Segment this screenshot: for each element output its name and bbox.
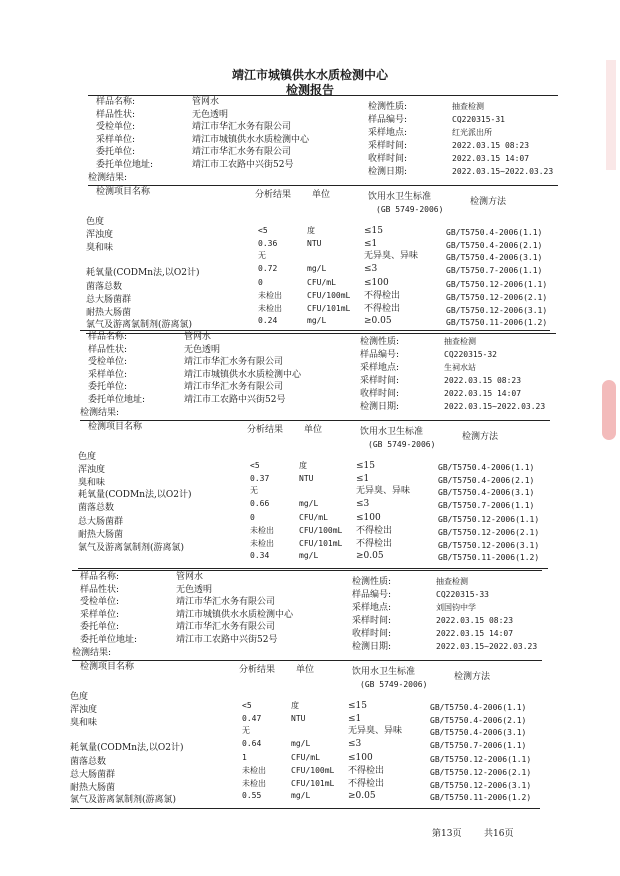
- table-row-method: GB/T5750.7-2006(1.1): [430, 741, 527, 750]
- client-address-value: 靖江市工农路中兴街52号: [176, 635, 278, 645]
- table-row-item: 总大肠菌群: [70, 770, 116, 780]
- table-row-unit: NTU: [307, 239, 322, 248]
- col-standard-header: 饮用水卫生标准: [352, 667, 416, 677]
- table-row-method: GB/T5750.12-2006(2.1): [430, 768, 532, 777]
- table-row-result: 未检出: [258, 304, 282, 313]
- table-row-unit: NTU: [291, 714, 306, 723]
- table-row-unit: mg/L: [299, 499, 319, 508]
- table-row-unit: mg/L: [307, 264, 327, 273]
- receipt-time-value: 2022.03.15 14:07: [444, 389, 522, 398]
- client-address-label: 委托单位地址:: [96, 160, 154, 170]
- table-row-unit: CFU/100mL: [307, 291, 351, 300]
- sample-name-value: 管网水: [176, 572, 204, 582]
- col-method-header: 检测方法: [470, 197, 507, 207]
- sampling-time-label: 采样时间:: [360, 376, 400, 386]
- table-row-unit: mg/L: [291, 791, 311, 800]
- col-item-header: 检测项目名称: [80, 662, 135, 672]
- inspected-unit-label: 受检单位:: [88, 357, 128, 368]
- table-row-standard: ≤3: [364, 264, 378, 274]
- inspected-unit-value: 靖江市华汇水务有限公司: [176, 597, 276, 608]
- table-row-item: 耐热大肠菌: [70, 783, 116, 793]
- page-number: 第13页: [432, 829, 462, 839]
- sampling-unit-value: 靖江市城镇供水水质检测中心: [192, 134, 310, 145]
- report-subtitle: 检测报告: [285, 83, 334, 97]
- table-row-result: 0.34: [250, 551, 270, 560]
- table-row-standard: 无异臭、异味: [348, 726, 403, 736]
- col-item-header: 检测项目名称: [96, 187, 151, 197]
- table-row-item: 浑浊度: [78, 465, 106, 475]
- divider-line: [86, 333, 556, 334]
- table-row-result: 0.66: [250, 499, 270, 508]
- table-row-item: 菌落总数: [78, 503, 115, 513]
- table-row-standard: 不得检出: [364, 291, 401, 301]
- test-date-value: 2022.03.15~2022.03.23: [436, 642, 538, 651]
- table-row-result: 0: [258, 278, 263, 287]
- table-row-standard: ≤1: [364, 239, 378, 249]
- inspected-unit-value: 靖江市华汇水务有限公司: [192, 122, 292, 133]
- receipt-time-label: 收样时间:: [352, 629, 392, 639]
- result-label: 检测结果:: [72, 647, 112, 658]
- test-nature-value: 抽查检测: [452, 102, 484, 111]
- table-row-standard: 无异臭、异味: [356, 486, 411, 496]
- test-date-value: 2022.03.15~2022.03.23: [452, 167, 554, 176]
- divider-line: [80, 420, 550, 421]
- table-row-result: 0.24: [258, 316, 278, 325]
- sample-form-value: 无色透明: [176, 584, 213, 595]
- table-row-result: 未检出: [258, 291, 282, 300]
- table-row-unit: 度: [299, 461, 307, 470]
- receipt-time-label: 收样时间:: [368, 154, 408, 164]
- table-row-standard: ≤100: [364, 278, 389, 288]
- sample-number-label: 样品编号:: [368, 115, 408, 125]
- col-standard-header: 饮用水卫生标准: [360, 427, 424, 437]
- table-row-result: 0.72: [258, 264, 278, 273]
- table-row-standard: ≤1: [348, 714, 362, 724]
- table-row-standard: 无异臭、异味: [364, 251, 419, 261]
- table-row-item: 耗氧量(CODMn法,以O2计): [78, 490, 192, 500]
- table-row-result: 0.36: [258, 239, 278, 248]
- client-unit-label: 委托单位:: [96, 147, 136, 158]
- table-row-method: GB/T5750.11-2006(1.2): [446, 318, 548, 327]
- sample-form-label: 样品性状:: [96, 109, 136, 120]
- sampling-place-label: 采样地点:: [352, 603, 392, 613]
- table-row-standard: 不得检出: [356, 539, 393, 549]
- sampling-time-label: 采样时间:: [352, 616, 392, 626]
- table-row-unit: mg/L: [299, 551, 319, 560]
- client-address-label: 委托单位地址:: [88, 395, 146, 405]
- table-row-standard: ≤100: [356, 513, 381, 523]
- table-row-standard: 不得检出: [356, 526, 393, 536]
- divider-line: [72, 570, 542, 571]
- col-standard-ref-header: (GB 5749-2006): [360, 680, 428, 689]
- divider-line: [88, 95, 558, 96]
- sampling-time-value: 2022.03.15 08:23: [436, 616, 514, 625]
- result-label: 检测结果:: [88, 172, 128, 183]
- table-row-result: <5: [250, 461, 260, 470]
- table-row-item: 色度: [78, 452, 97, 462]
- table-row-unit: mg/L: [307, 316, 327, 325]
- col-unit-header: 单位: [312, 190, 331, 200]
- table-row-standard: ≤100: [348, 753, 373, 763]
- table-row-method: GB/T5750.12-2006(3.1): [438, 541, 540, 550]
- table-row-standard: ≤1: [356, 474, 370, 484]
- sample-number-value: CQ220315-33: [436, 590, 489, 599]
- sample-number-value: CQ220315-31: [452, 115, 505, 124]
- test-date-label: 检测日期:: [368, 167, 408, 177]
- table-row-unit: mg/L: [291, 739, 311, 748]
- table-row-item: 耐热大肠菌: [78, 530, 124, 540]
- divider-line: [88, 185, 558, 186]
- table-row-method: GB/T5750.12-2006(1.1): [446, 280, 548, 289]
- table-row-item: 总大肠菌群: [86, 295, 132, 305]
- table-row-result: <5: [258, 226, 268, 235]
- table-row-result: 无: [242, 726, 250, 735]
- table-row-unit: CFU/mL: [299, 513, 328, 522]
- sampling-time-label: 采样时间:: [368, 141, 408, 151]
- sample-form-label: 样品性状:: [80, 584, 120, 595]
- col-unit-header: 单位: [304, 425, 323, 435]
- table-row-method: GB/T5750.4-2006(2.1): [430, 716, 527, 725]
- table-row-item: 氯气及游离氯制剂(游离氯): [86, 320, 193, 330]
- table-row-item: 总大肠菌群: [78, 517, 124, 527]
- table-row-result: 0.64: [242, 739, 262, 748]
- client-unit-value: 靖江市华汇水务有限公司: [184, 382, 284, 393]
- table-row-method: GB/T5750.4-2006(3.1): [430, 728, 527, 737]
- table-row-method: GB/T5750.7-2006(1.1): [446, 266, 543, 275]
- table-row-result: 0.47: [242, 714, 262, 723]
- receipt-time-value: 2022.03.15 14:07: [436, 629, 514, 638]
- table-row-method: GB/T5750.4-2006(3.1): [438, 488, 535, 497]
- table-row-result: 未检出: [242, 779, 266, 788]
- table-row-unit: CFU/101mL: [299, 539, 343, 548]
- table-row-result: 1: [242, 753, 247, 762]
- table-row-method: GB/T5750.4-2006(2.1): [438, 476, 535, 485]
- test-nature-value: 抽查检测: [436, 577, 468, 586]
- table-row-unit: CFU/101mL: [307, 304, 351, 313]
- sample-form-value: 无色透明: [192, 109, 229, 120]
- table-row-unit: CFU/101mL: [291, 779, 335, 788]
- table-row-standard: ≥0.05: [356, 551, 384, 561]
- test-nature-label: 检测性质:: [360, 337, 400, 347]
- table-row-method: GB/T5750.12-2006(1.1): [430, 755, 532, 764]
- sampling-place-value: 红光派出所: [452, 128, 492, 137]
- divider-line: [70, 808, 540, 809]
- table-row-method: GB/T5750.4-2006(1.1): [430, 703, 527, 712]
- sample-name-value: 管网水: [184, 332, 212, 342]
- table-row-unit: 度: [307, 226, 315, 235]
- table-row-standard: 不得检出: [348, 766, 385, 776]
- table-row-standard: 不得检出: [364, 304, 401, 314]
- table-row-method: GB/T5750.4-2006(3.1): [446, 253, 543, 262]
- test-nature-value: 抽查检测: [444, 337, 476, 346]
- client-unit-label: 委托单位:: [80, 622, 120, 633]
- col-result-header: 分析结果: [255, 190, 292, 200]
- col-standard-ref-header: (GB 5749-2006): [376, 205, 444, 214]
- seal-stamp-fragment: [602, 380, 616, 440]
- table-row-method: GB/T5750.12-2006(2.1): [438, 528, 540, 537]
- table-row-unit: CFU/mL: [307, 278, 336, 287]
- table-row-unit: CFU/100mL: [291, 766, 335, 775]
- report-title: 靖江市城镇供水水质检测中心: [231, 68, 388, 82]
- table-row-unit: CFU/100mL: [299, 526, 343, 535]
- table-row-item: 浑浊度: [86, 230, 114, 240]
- client-address-label: 委托单位地址:: [80, 635, 138, 645]
- col-result-header: 分析结果: [247, 425, 284, 435]
- table-row-standard: ≤15: [356, 461, 375, 471]
- table-row-result: 无: [258, 251, 266, 260]
- page-total: 共16页: [484, 829, 514, 839]
- table-row-method: GB/T5750.12-2006(1.1): [438, 515, 540, 524]
- receipt-time-value: 2022.03.15 14:07: [452, 154, 530, 163]
- table-row-method: GB/T5750.11-2006(1.2): [430, 793, 532, 802]
- table-row-item: 浑浊度: [70, 705, 98, 715]
- divider-line: [80, 330, 550, 331]
- table-row-item: 臭和味: [86, 243, 114, 253]
- table-row-method: GB/T5750.4-2006(2.1): [446, 241, 543, 250]
- table-row-standard: ≤3: [348, 739, 362, 749]
- sample-number-label: 样品编号:: [360, 350, 400, 360]
- divider-line: [78, 568, 548, 569]
- sample-form-value: 无色透明: [184, 344, 221, 355]
- table-row-unit: NTU: [299, 474, 314, 483]
- sampling-unit-value: 靖江市城镇供水水质检测中心: [184, 369, 302, 380]
- client-unit-value: 靖江市华汇水务有限公司: [176, 622, 276, 633]
- table-row-item: 菌落总数: [70, 757, 107, 767]
- table-row-result: 未检出: [250, 539, 274, 548]
- table-row-item: 耗氧量(CODMn法,以O2计): [70, 743, 184, 753]
- table-row-result: 未检出: [242, 766, 266, 775]
- table-row-result: 0.55: [242, 791, 262, 800]
- test-nature-label: 检测性质:: [352, 577, 392, 587]
- sampling-place-label: 采样地点:: [360, 363, 400, 373]
- inspected-unit-value: 靖江市华汇水务有限公司: [184, 357, 284, 368]
- table-row-standard: ≥0.05: [348, 791, 376, 801]
- table-row-result: 0: [250, 513, 255, 522]
- sampling-unit-label: 采样单位:: [96, 134, 136, 145]
- table-row-item: 菌落总数: [86, 282, 123, 292]
- table-row-item: 色度: [86, 217, 105, 227]
- sampling-place-value: 刘国钧中学: [436, 603, 476, 612]
- table-row-item: 氯气及游离氯制剂(游离氯): [70, 795, 177, 805]
- sample-form-label: 样品性状:: [88, 344, 128, 355]
- client-address-value: 靖江市工农路中兴街52号: [184, 395, 286, 405]
- sample-number-value: CQ220315-32: [444, 350, 497, 359]
- sampling-place-label: 采样地点:: [368, 128, 408, 138]
- col-method-header: 检测方法: [462, 432, 499, 442]
- sample-name-label: 样品名称:: [88, 332, 128, 342]
- client-address-value: 靖江市工农路中兴街52号: [192, 160, 294, 170]
- sample-name-value: 管网水: [192, 97, 220, 107]
- test-date-label: 检测日期:: [352, 642, 392, 652]
- col-method-header: 检测方法: [454, 672, 491, 682]
- table-row-method: GB/T5750.12-2006(2.1): [446, 293, 548, 302]
- table-row-standard: ≤3: [356, 499, 370, 509]
- table-row-method: GB/T5750.4-2006(1.1): [446, 228, 543, 237]
- test-date-value: 2022.03.15~2022.03.23: [444, 402, 546, 411]
- table-row-item: 臭和味: [70, 718, 98, 728]
- table-row-standard: 不得检出: [348, 779, 385, 789]
- sample-name-label: 样品名称:: [80, 572, 120, 582]
- col-unit-header: 单位: [296, 665, 315, 675]
- inspected-unit-label: 受检单位:: [80, 597, 120, 608]
- table-row-result: 无: [250, 486, 258, 495]
- col-item-header: 检测项目名称: [88, 422, 143, 432]
- divider-line: [72, 660, 542, 661]
- client-unit-value: 靖江市华汇水务有限公司: [192, 147, 292, 158]
- client-unit-label: 委托单位:: [88, 382, 128, 393]
- sample-name-label: 样品名称:: [96, 97, 136, 107]
- table-row-item: 耗氧量(CODMn法,以O2计): [86, 268, 200, 278]
- sampling-time-value: 2022.03.15 08:23: [444, 376, 522, 385]
- sampling-unit-label: 采样单位:: [80, 609, 120, 620]
- table-row-method: GB/T5750.7-2006(1.1): [438, 501, 535, 510]
- table-row-result: 未检出: [250, 526, 274, 535]
- sampling-unit-label: 采样单位:: [88, 369, 128, 380]
- table-row-item: 臭和味: [78, 478, 106, 488]
- table-row-item: 氯气及游离氯制剂(游离氯): [78, 543, 185, 553]
- table-row-unit: CFU/mL: [291, 753, 320, 762]
- sampling-place-value: 生祠水站: [444, 363, 476, 372]
- table-row-item: 色度: [70, 692, 89, 702]
- table-row-standard: ≥0.05: [364, 316, 392, 326]
- sample-number-label: 样品编号:: [352, 590, 392, 600]
- table-row-unit: 度: [291, 701, 299, 710]
- table-row-result: <5: [242, 701, 252, 710]
- receipt-time-label: 收样时间:: [360, 389, 400, 399]
- inspected-unit-label: 受检单位:: [96, 122, 136, 133]
- result-label: 检测结果:: [80, 407, 120, 418]
- test-nature-label: 检测性质:: [368, 102, 408, 112]
- table-row-result: 0.37: [250, 474, 270, 483]
- sampling-time-value: 2022.03.15 08:23: [452, 141, 530, 150]
- table-row-item: 耐热大肠菌: [86, 308, 132, 318]
- col-standard-ref-header: (GB 5749-2006): [368, 440, 436, 449]
- sampling-unit-value: 靖江市城镇供水水质检测中心: [176, 609, 294, 620]
- col-standard-header: 饮用水卫生标准: [368, 192, 432, 202]
- test-date-label: 检测日期:: [360, 402, 400, 412]
- col-result-header: 分析结果: [239, 665, 276, 675]
- table-row-method: GB/T5750.4-2006(1.1): [438, 463, 535, 472]
- table-row-method: GB/T5750.11-2006(1.2): [438, 553, 540, 562]
- table-row-standard: ≤15: [348, 701, 367, 711]
- table-row-standard: ≤15: [364, 226, 383, 236]
- table-row-method: GB/T5750.12-2006(3.1): [430, 781, 532, 790]
- table-row-method: GB/T5750.12-2006(3.1): [446, 306, 548, 315]
